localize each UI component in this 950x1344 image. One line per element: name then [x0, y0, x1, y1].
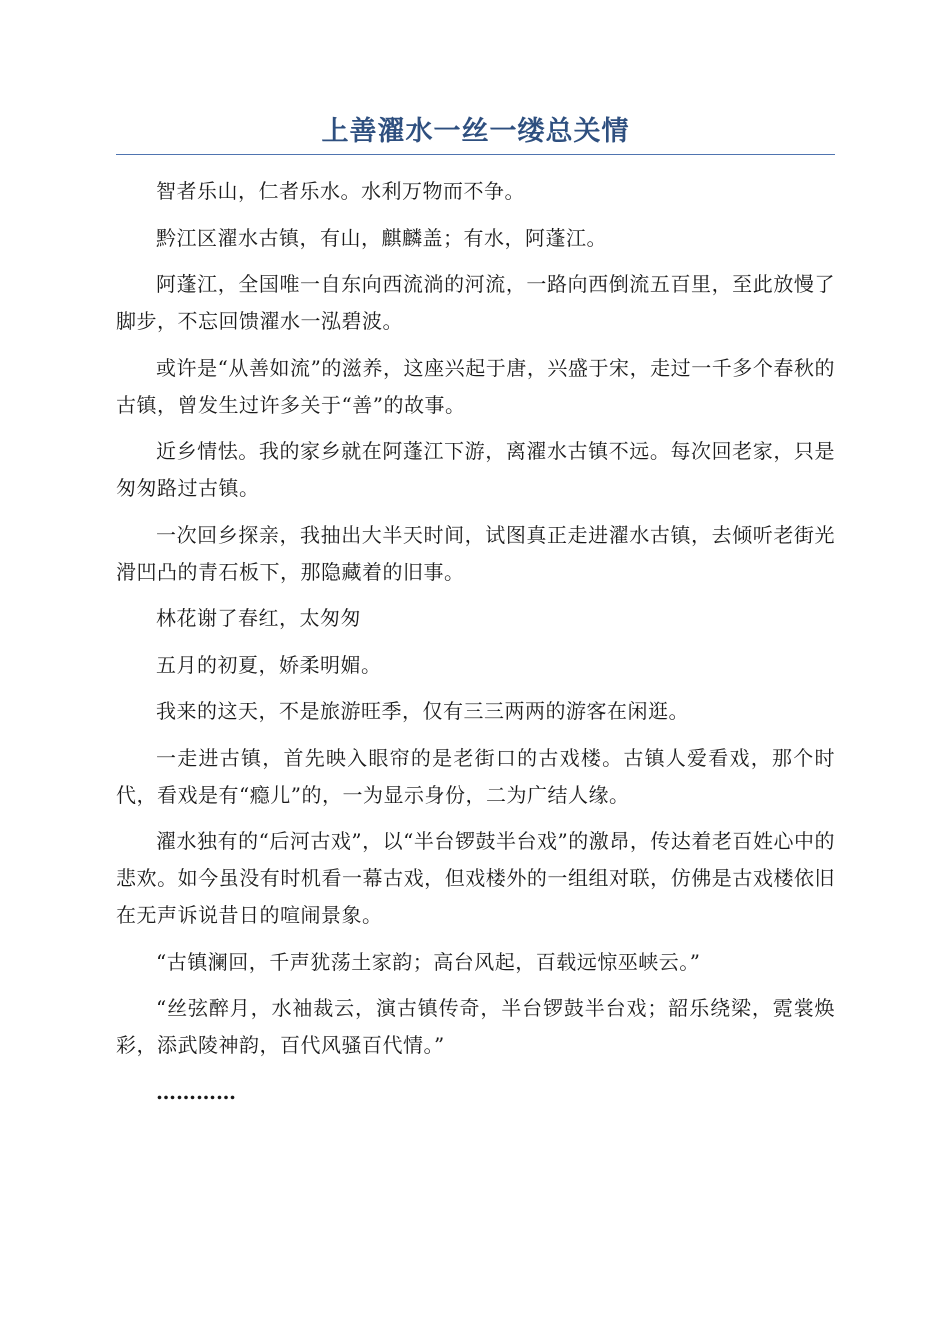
paragraph: 一次回乡探亲，我抽出大半天时间，试图真正走进濯水古镇，去倾听老街光滑凹凸的青石板下，那隐藏着的旧事。: [116, 522, 835, 584]
paragraph: 近乡情怯。我的家乡就在阿蓬江下游，离濯水古镇不远。每次回老家，只是匆匆路过古镇。: [116, 439, 835, 500]
paragraph: 智者乐山，仁者乐水。水利万物而不争。: [156, 179, 525, 203]
paragraph: 我来的这天，不是旅游旺季，仅有三三两两的游客在闲逛。: [156, 699, 689, 723]
document-body: [116, 173, 835, 1111]
paragraph: 黔江区濯水古镇，有山，麒麟盖；有水，阿蓬江。: [156, 225, 607, 250]
paragraph: 林花谢了春红，太匆匆: [156, 606, 361, 630]
paragraph-quote: “丝弦醉月，水袖裁云，演古镇传奇，半台锣鼓半台戏；韶乐绕梁，霓裳焕彩，添武陵神韵，百代风骚百代情。”: [116, 996, 835, 1057]
paragraph: 或许是“从善如流”的滋养，这座兴起于唐，兴盛于宋，走过一千多个春秋的古镇，曾发生过许多关于“善”的故事。: [116, 355, 835, 417]
ellipsis-marker: …………: [156, 1079, 236, 1104]
paragraph: 一走进古镇，首先映入眼帘的是老街口的古戏楼。古镇人爱看戏，那个时代，看戏是有“瘾儿”的，一为显示身份，二为广结人缘。: [116, 745, 835, 807]
paragraph: 阿蓬江，全国唯一自东向西流淌的河流，一路向西倒流五百里，至此放慢了脚步，不忘回馈濯水一泓碧波。: [116, 272, 835, 333]
paragraph: 五月的初夏，娇柔明媚。: [156, 652, 382, 677]
document-page: [116, 112, 835, 1111]
paragraph-quote: “古镇澜回，千声犹荡土家韵；高台风起，百载远惊巫峡云。”: [156, 949, 701, 974]
document-title: 上善濯水一丝一缕总关情: [116, 112, 835, 155]
paragraph: 濯水独有的“后河古戏”，以“半台锣鼓半台戏”的激昂，传达着老百姓心中的悲欢。如今虽没有时机看一幕古戏，但戏楼外的一组组对联，仿佛是古戏楼依旧在无声诉说昔日的喧闹景象。: [116, 829, 835, 927]
